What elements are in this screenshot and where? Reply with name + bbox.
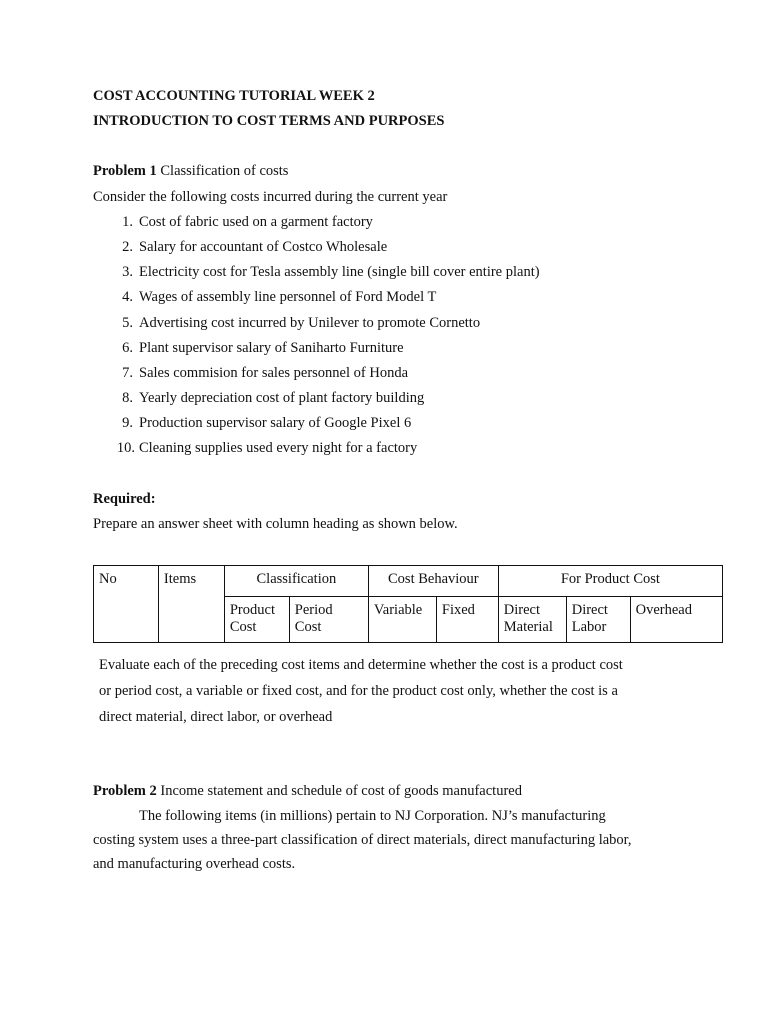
- list-item-number: 2.: [122, 239, 133, 255]
- col-header-direct-material: [498, 597, 566, 643]
- evaluate-line: Evaluate each of the preceding cost items and determine whether the cost is a product cost: [99, 657, 623, 673]
- col-header-cost-behaviour: Cost Behaviour: [368, 566, 498, 597]
- list-item-number: 3.: [122, 264, 133, 280]
- required-label: Required:: [93, 491, 156, 507]
- doc-subtitle: INTRODUCTION TO COST TERMS AND PURPOSES: [93, 113, 445, 129]
- col-header-product-cost: [224, 597, 289, 643]
- list-item-number: 9.: [122, 415, 133, 431]
- col-header-variable: Variable: [368, 597, 436, 643]
- problem1-title: Classification of costs: [160, 163, 289, 179]
- evaluate-line: direct material, direct labor, or overhead: [99, 709, 333, 725]
- period-cost-line1: Period: [294, 602, 333, 618]
- problem2-heading: [93, 783, 522, 800]
- col-header-for-product-cost: For Product Cost: [498, 566, 722, 597]
- required-text: Prepare an answer sheet with column heading as shown below.: [93, 516, 458, 532]
- period-cost-line2: Cost: [294, 619, 322, 635]
- list-item: Cost of fabric used on a garment factory: [139, 214, 373, 230]
- list-item: Yearly depreciation cost of plant factory building: [139, 390, 425, 406]
- evaluate-line: or period cost, a variable or fixed cost, and for the product cost only, whether the cost is a: [99, 683, 618, 699]
- direct-material-line2: Material: [503, 619, 553, 635]
- list-item-number: 6.: [122, 340, 133, 356]
- list-item-number: 4.: [122, 289, 133, 305]
- evaluate-instructions: [99, 652, 623, 730]
- problem2-label: Problem 2: [93, 783, 157, 799]
- list-item: Sales commision for sales personnel of Honda: [139, 365, 409, 381]
- col-header-items: Items: [158, 566, 224, 643]
- col-header-period-cost: [289, 597, 368, 643]
- list-item: Wages of assembly line personnel of Ford Model T: [139, 289, 437, 305]
- problem1-intro: Consider the following costs incurred during the current year: [93, 189, 448, 205]
- list-item-number: 10.: [116, 440, 135, 456]
- col-header-no: No: [94, 566, 159, 643]
- list-item-number: 1.: [122, 214, 133, 230]
- list-item: Salary for accountant of Costco Wholesale: [139, 239, 388, 255]
- problem2-body: [93, 804, 632, 876]
- list-item: Cleaning supplies used every night for a factory: [139, 440, 418, 456]
- direct-labor-line2: Labor: [571, 619, 607, 635]
- direct-labor-line1: Direct: [571, 602, 608, 618]
- col-header-direct-labor: [566, 597, 630, 643]
- col-header-fixed: Fixed: [436, 597, 498, 643]
- list-item: Advertising cost incurred by Unilever to promote Cornetto: [139, 315, 481, 331]
- problem2-line: and manufacturing overhead costs.: [93, 856, 296, 872]
- problem2-line: costing system uses a three-part classification of direct materials, direct manufacturing labor,: [93, 832, 632, 848]
- doc-title: COST ACCOUNTING TUTORIAL WEEK 2: [93, 88, 375, 104]
- list-item-number: 8.: [122, 390, 133, 406]
- answer-sheet-table: [93, 565, 723, 643]
- col-header-overhead: Overhead: [630, 597, 722, 643]
- product-cost-line1: Product: [229, 602, 275, 618]
- list-item: Electricity cost for Tesla assembly line (single bill cover entire plant): [139, 264, 540, 280]
- problem2-line: The following items (in millions) pertain to NJ Corporation. NJ’s manufacturing: [139, 808, 606, 824]
- problem1-label: Problem 1: [93, 163, 157, 179]
- problem2-title: Income statement and schedule of cost of goods manufactured: [160, 783, 522, 799]
- list-item: Plant supervisor salary of Saniharto Furniture: [139, 340, 404, 356]
- list-item: Production supervisor salary of Google Pixel 6: [139, 415, 412, 431]
- direct-material-line1: Direct: [503, 602, 540, 618]
- product-cost-line2: Cost: [229, 619, 257, 635]
- list-item-number: 5.: [122, 315, 133, 331]
- col-header-classification: Classification: [224, 566, 368, 597]
- list-item-number: 7.: [122, 365, 133, 381]
- problem1-heading: [93, 163, 288, 180]
- table-header-row: [94, 566, 723, 597]
